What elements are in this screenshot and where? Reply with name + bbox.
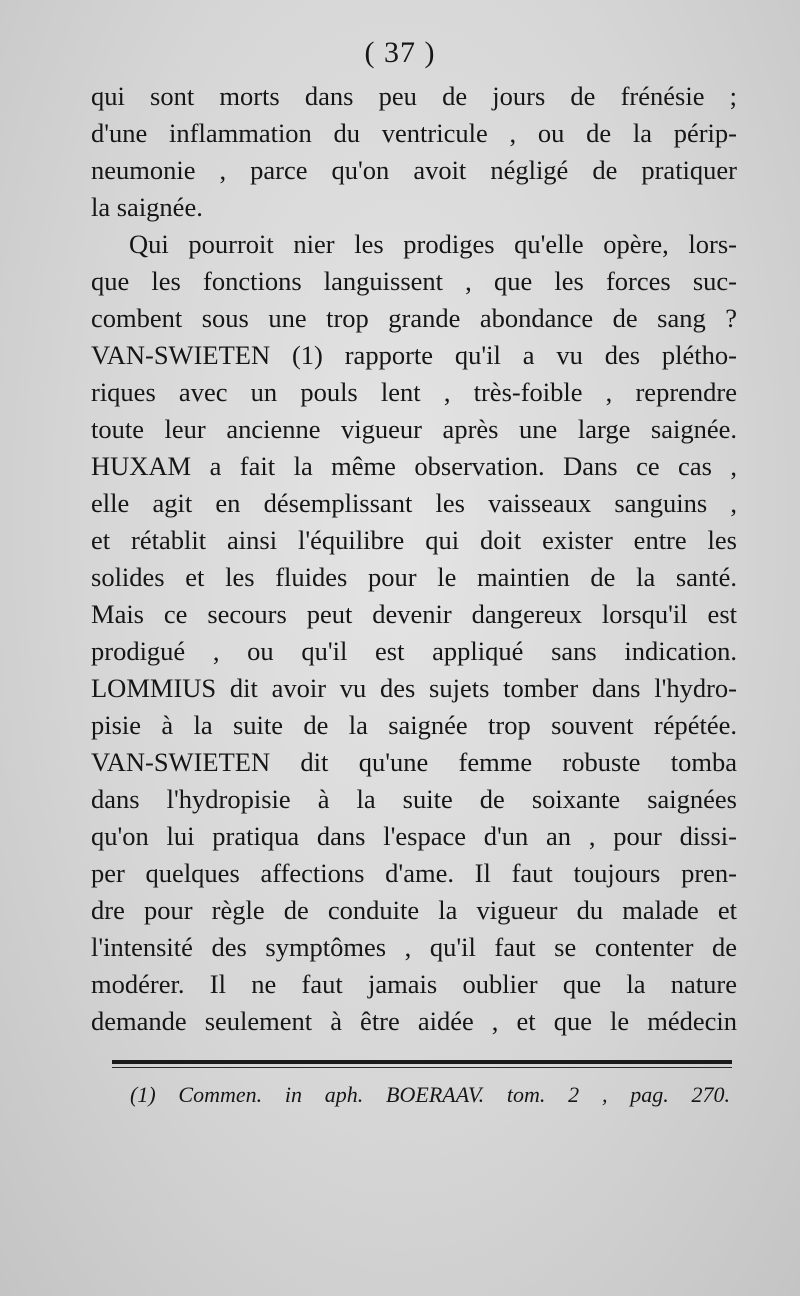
text-line: per quelques affections d'ame. Il faut toujours pren- — [91, 858, 737, 888]
text-line: pisie à la suite de la saignée trop souvent répétée. — [91, 710, 737, 740]
text-line: demande seulement à être aidée , et que le médecin — [91, 1006, 737, 1036]
footnote: (1) Commen. in aph. BOERAAV. tom. 2 , pag. 270. — [130, 1082, 730, 1107]
text-line: LOMMIUS dit avoir vu des sujets tomber dans l'hydro- — [91, 673, 737, 703]
text-line: dre pour règle de conduite la vigueur du malade et — [91, 895, 737, 925]
text-line: VAN-SWIETEN dit qu'une femme robuste tomba — [91, 747, 737, 777]
page-number: ( 37 ) — [364, 36, 436, 69]
body-text — [91, 78, 737, 1040]
text-line: Qui pourroit nier les prodiges qu'elle opère, lors- — [129, 229, 737, 259]
text-line: combent sous une trop grande abondance de sang ? — [91, 303, 737, 333]
text-line: neumonie , parce qu'on avoit négligé de pratiquer — [91, 155, 737, 185]
text-line: VAN-SWIETEN (1) rapporte qu'il a vu des plétho- — [91, 340, 737, 370]
text-line: modérer. Il ne faut jamais oublier que la nature — [91, 969, 737, 999]
text-line: toute leur ancienne vigueur après une large saignée. — [91, 414, 737, 444]
text-line: Mais ce secours peut devenir dangereux lorsqu'il est — [91, 599, 737, 629]
text-line: elle agit en désemplissant les vaisseaux sanguins , — [91, 488, 737, 518]
text-line: l'intensité des symptômes , qu'il faut se contenter de — [91, 932, 737, 962]
text-line: riques avec un pouls lent , très-foible , reprendre — [91, 377, 737, 407]
text-line: la saignée. — [91, 192, 203, 222]
text-line: qui sont morts dans peu de jours de frénésie ; — [91, 81, 737, 111]
text-line: HUXAM a fait la même observation. Dans ce cas , — [91, 451, 737, 481]
text-line: dans l'hydropisie à la suite de soixante saignées — [91, 784, 737, 814]
text-line: que les fonctions languissent , que les forces suc- — [91, 266, 737, 296]
text-line: et rétablit ainsi l'équilibre qui doit exister entre les — [91, 525, 737, 555]
text-line: qu'on lui pratiqua dans l'espace d'un an , pour dissi- — [91, 821, 737, 851]
footnote-rule — [112, 1060, 732, 1064]
text-line: prodigué , ou qu'il est appliqué sans indication. — [91, 636, 737, 666]
text-line: solides et les fluides pour le maintien de la santé. — [91, 562, 737, 592]
text-line: d'une inflammation du ventricule , ou de la périp- — [91, 118, 737, 148]
footnote-rule-thin — [112, 1067, 732, 1068]
